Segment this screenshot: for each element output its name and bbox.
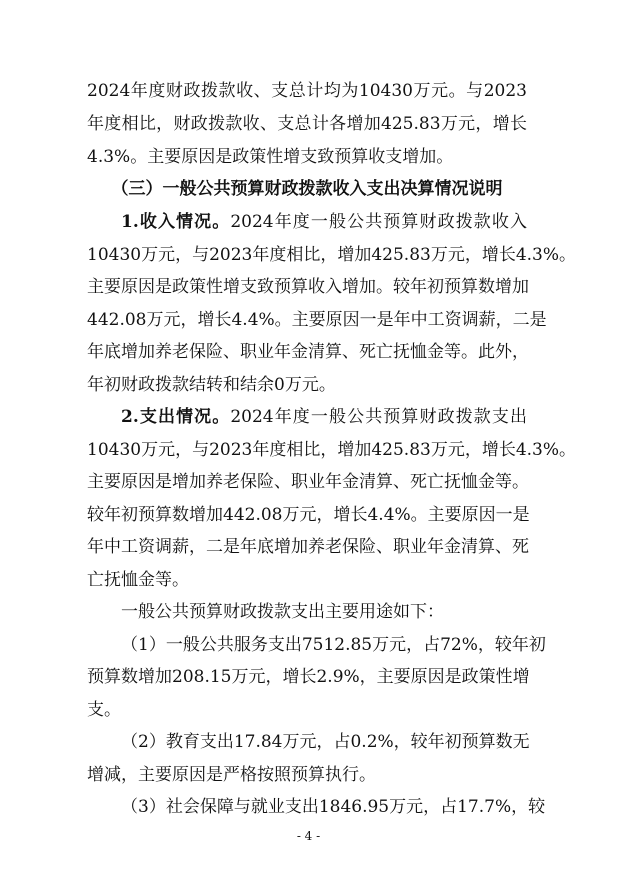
paragraph-line: 年底增加养老保险、职业年金清算、死亡抚恤金等。此外， xyxy=(87,342,529,362)
paragraph-line: 支。 xyxy=(87,700,121,720)
paragraph-line: 442.08万元，增长4.4%。主要原因一是年中工资调薪，二是 xyxy=(87,310,547,330)
page-number: - 4 - xyxy=(296,829,321,843)
paragraph-line: 2024年度财政拨款收、支总计均为10430万元。与2023 xyxy=(87,81,527,101)
paragraph-text: 2024年度一般公共预算财政拨款收入 xyxy=(230,212,527,232)
paragraph-line: 增减，主要原因是严格按照预算执行。 xyxy=(87,765,376,785)
subsection-title: 2.支出情况。 xyxy=(121,407,231,427)
paragraph-line: 预算数增加208.15万元，增长2.9%，主要原因是政策性增 xyxy=(87,667,530,687)
subsection-title: 1.收入情况。 xyxy=(121,212,231,232)
paragraph-line: 年度相比，财政拨款收、支总计各增加425.83万元，增长 xyxy=(87,114,527,134)
paragraph-line: 亡抚恤金等。 xyxy=(87,570,189,590)
paragraph-line: 主要原因是政策性增支致预算收入增加。较年初预算数增加 xyxy=(87,277,529,297)
paragraph-line: 一般公共预算财政拨款支出主要用途如下： xyxy=(121,602,444,622)
paragraph-line: 10430万元，与2023年度相比，增加425.83万元，增长4.3%。 xyxy=(87,440,577,460)
paragraph-line: （1）一般公共服务支出7512.85万元，占72%，较年初 xyxy=(121,635,546,655)
section-heading: （三）一般公共预算财政拨款收入支出决算情况说明 xyxy=(111,179,503,199)
paragraph-line: 年初财政拨款结转和结余0万元。 xyxy=(87,375,336,395)
paragraph-line xyxy=(121,211,527,233)
paragraph-line: （2）教育支出17.84万元，占0.2%，较年初预算数无 xyxy=(121,732,530,752)
paragraph-line: 主要原因是增加养老保险、职业年金清算、死亡抚恤金等。 xyxy=(87,472,529,492)
paragraph-line: 10430万元，与2023年度相比，增加425.83万元，增长4.3%。 xyxy=(87,245,577,265)
paragraph-line xyxy=(121,406,527,428)
paragraph-line: 年中工资调薪，二是年底增加养老保险、职业年金清算、死 xyxy=(87,537,529,557)
paragraph-line: （3）社会保障与就业支出1846.95万元，占17.7%，较 xyxy=(121,797,546,817)
paragraph-line: 4.3%。主要原因是政策性增支致预算收支增加。 xyxy=(87,147,454,167)
paragraph-text: 2024年度一般公共预算财政拨款支出 xyxy=(230,407,527,427)
paragraph-line: 较年初预算数增加442.08万元，增长4.4%。主要原因一是 xyxy=(87,505,530,525)
